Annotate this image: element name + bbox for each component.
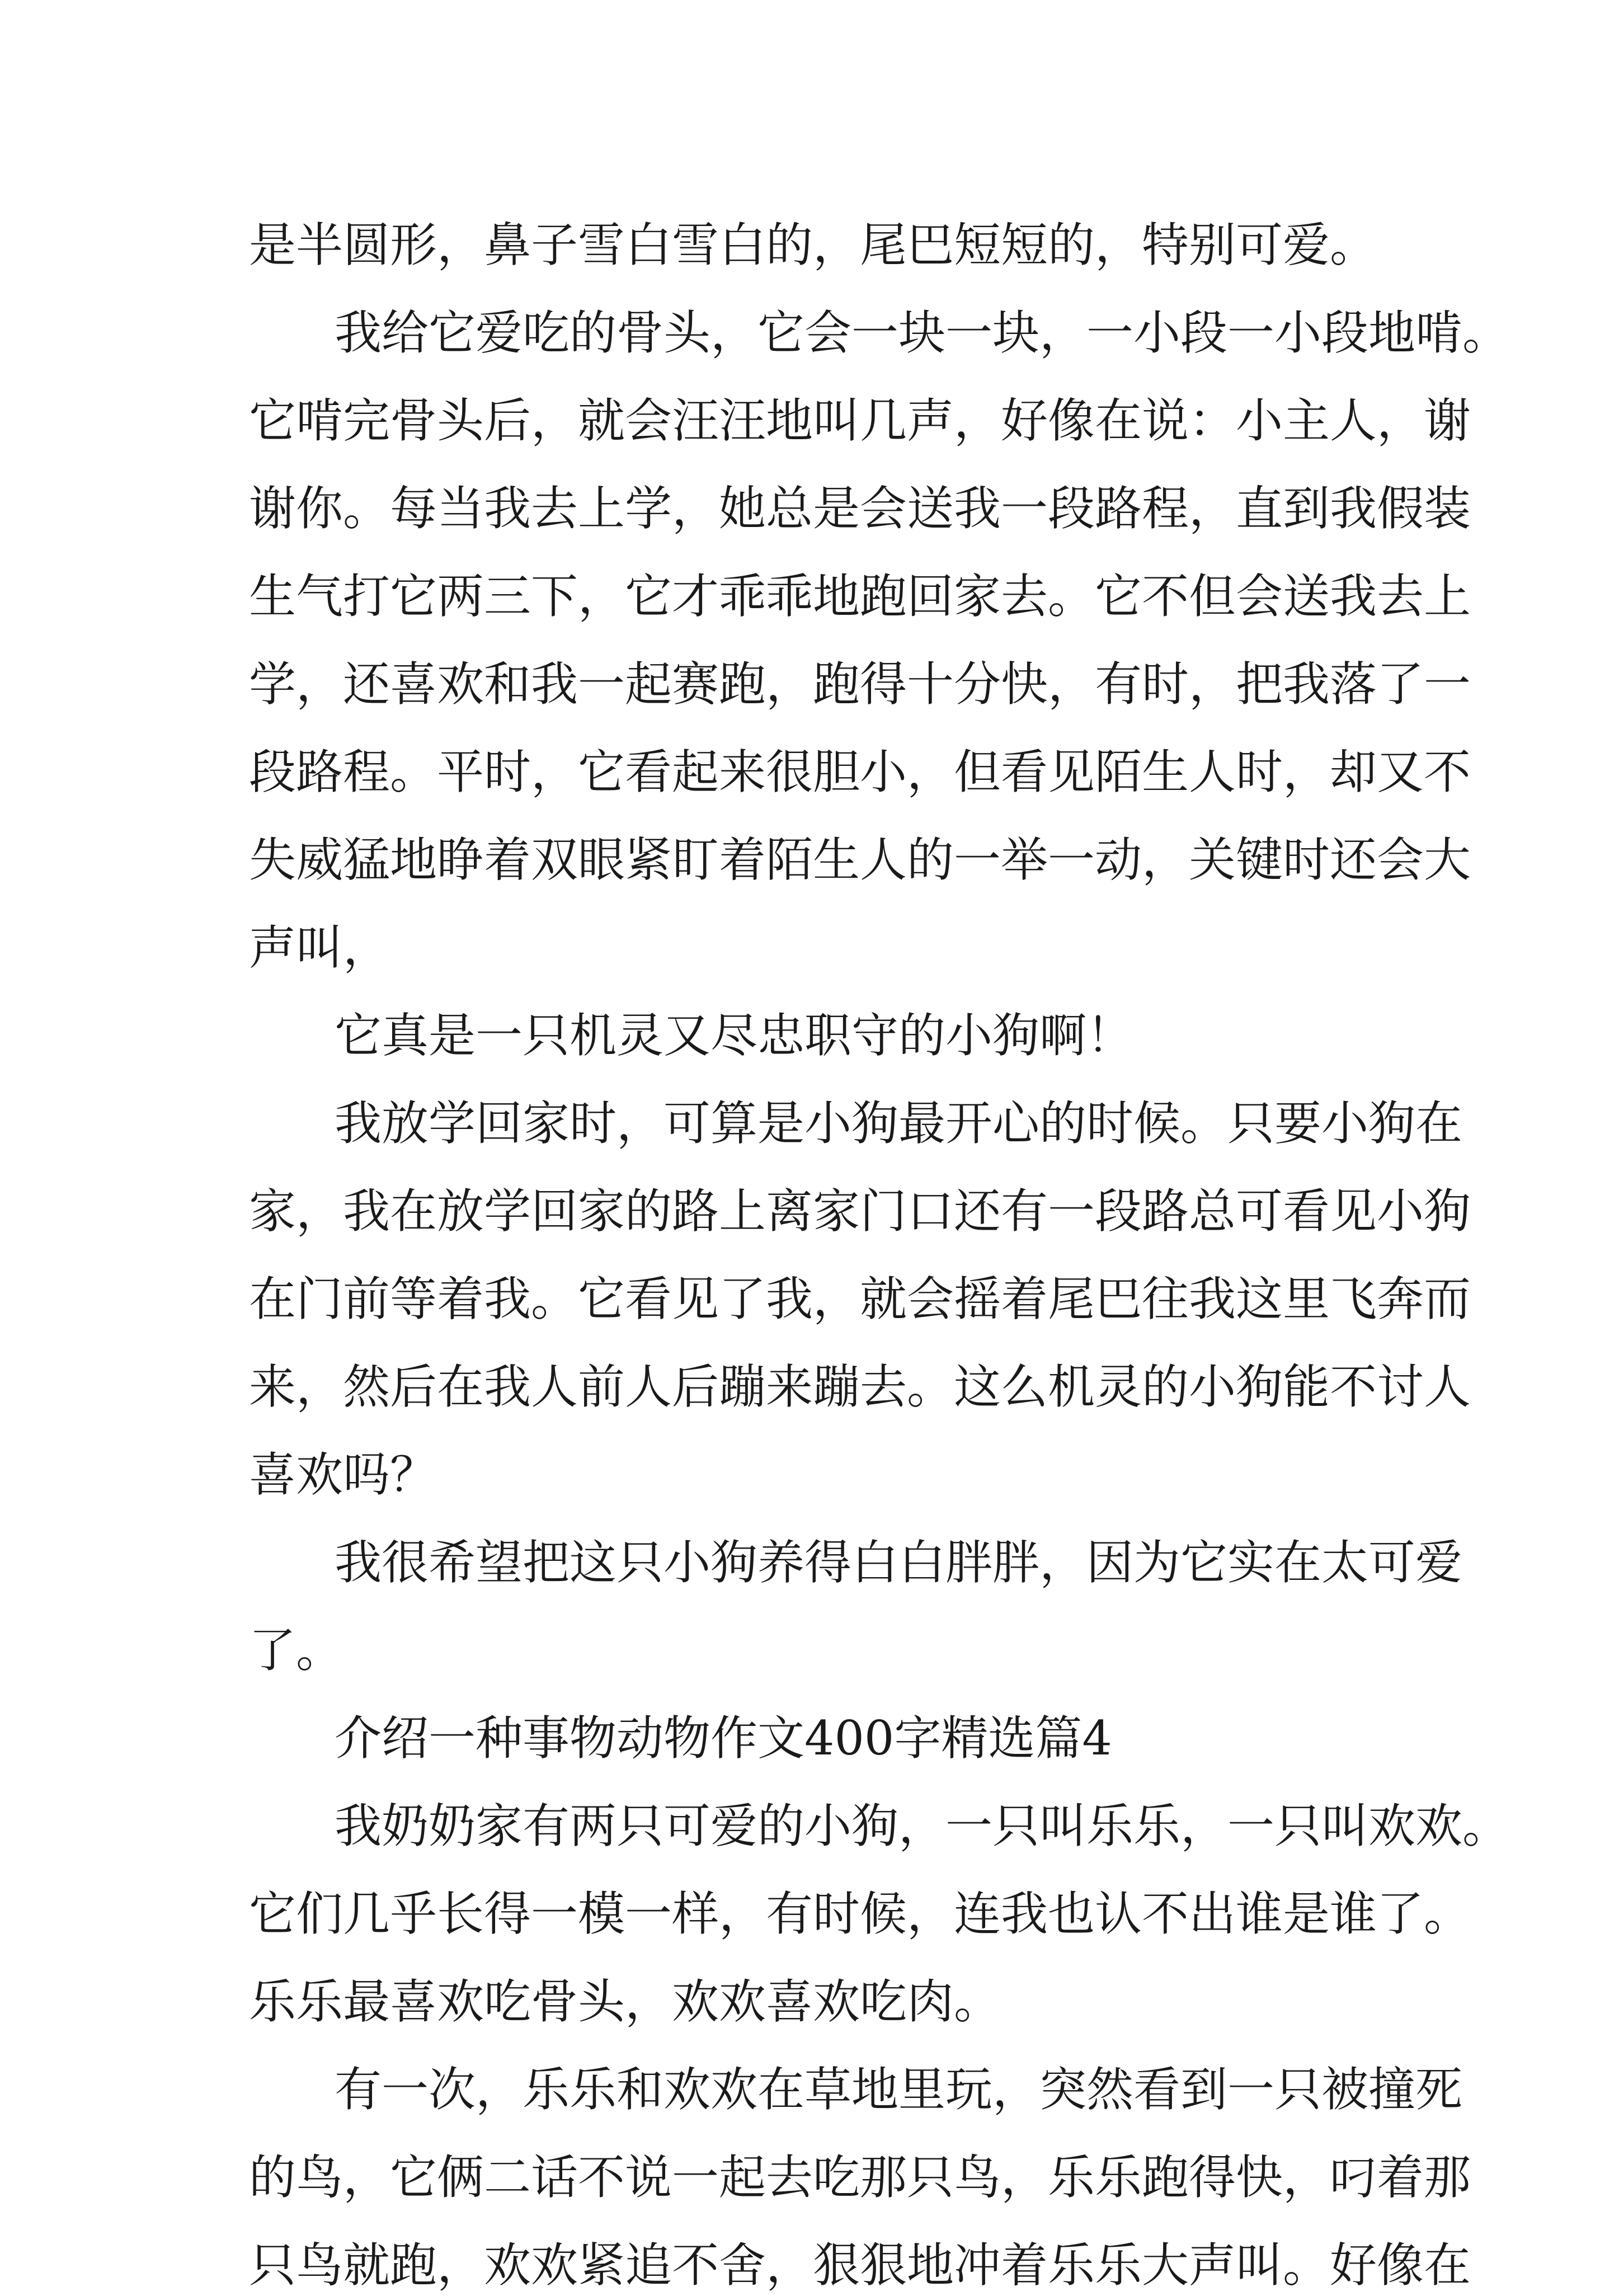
text-line: 失威猛地睁着双眼紧盯着陌生人的一举一动，关键时还会大 [249, 832, 1471, 887]
text-line: 乐乐最喜欢吃骨头，欢欢喜欢吃肉。 [249, 1974, 1001, 2029]
text-line: 我放学回家时，可算是小狗最开心的时候。只要小狗在 [335, 1096, 1463, 1151]
text-line: 喜欢吗？ [249, 1447, 437, 1502]
text-line: 它们几乎长得一模一样，有时候，连我也认不出谁是谁了。 [249, 1886, 1471, 1941]
text-line: 的鸟，它俩二话不说一起去吃那只鸟，乐乐跑得快，叼着那 [249, 2150, 1471, 2205]
text-line: 在门前等着我。它看见了我，就会摇着尾巴往我这里飞奔而 [249, 1272, 1471, 1326]
text-line: 声叫， [249, 920, 390, 975]
text-line: 了。 [249, 1623, 343, 1678]
text-line: 学，还喜欢和我一起赛跑，跑得十分快，有时，把我落了一 [249, 657, 1471, 712]
text-line: 它啃完骨头后，就会汪汪地叫几声，好像在说：小主人，谢 [249, 393, 1471, 448]
text-line: 有一次，乐乐和欢欢在草地里玩，突然看到一只被撞死 [335, 2062, 1463, 2117]
text-line: 谢你。每当我去上学，她总是会送我一段路程，直到我假装 [249, 481, 1471, 536]
text-line: 只鸟就跑，欢欢紧追不舍，狠狠地冲着乐乐大声叫。好像在 [249, 2238, 1471, 2293]
text-line: 是半圆形，鼻子雪白雪白的，尾巴短短的，特别可爱。 [249, 218, 1377, 272]
text-line: 我很希望把这只小狗养得白白胖胖，因为它实在太可爱 [335, 1535, 1463, 1590]
text-line: 来，然后在我人前人后蹦来蹦去。这么机灵的小狗能不讨人 [249, 1359, 1471, 1414]
text-line: 家，我在放学回家的路上离家门口还有一段路总可看见小狗 [249, 1184, 1471, 1239]
text-line: 段路程。平时，它看起来很胆小，但看见陌生人时，却又不 [249, 745, 1471, 799]
section-heading: 介绍一种事物动物作文400字精选篇4 [335, 1711, 1112, 1766]
text-line: 它真是一只机灵又尽忠职守的小狗啊！ [335, 1008, 1134, 1063]
text-line: 生气打它两三下，它才乖乖地跑回家去。它不但会送我去上 [249, 569, 1471, 624]
text-line: 我奶奶家有两只可爱的小狗，一只叫乐乐，一只叫欢欢。 [335, 1799, 1510, 1853]
text-line: 我给它爱吃的骨头，它会一块一块，一小段一小段地啃。 [335, 305, 1510, 360]
